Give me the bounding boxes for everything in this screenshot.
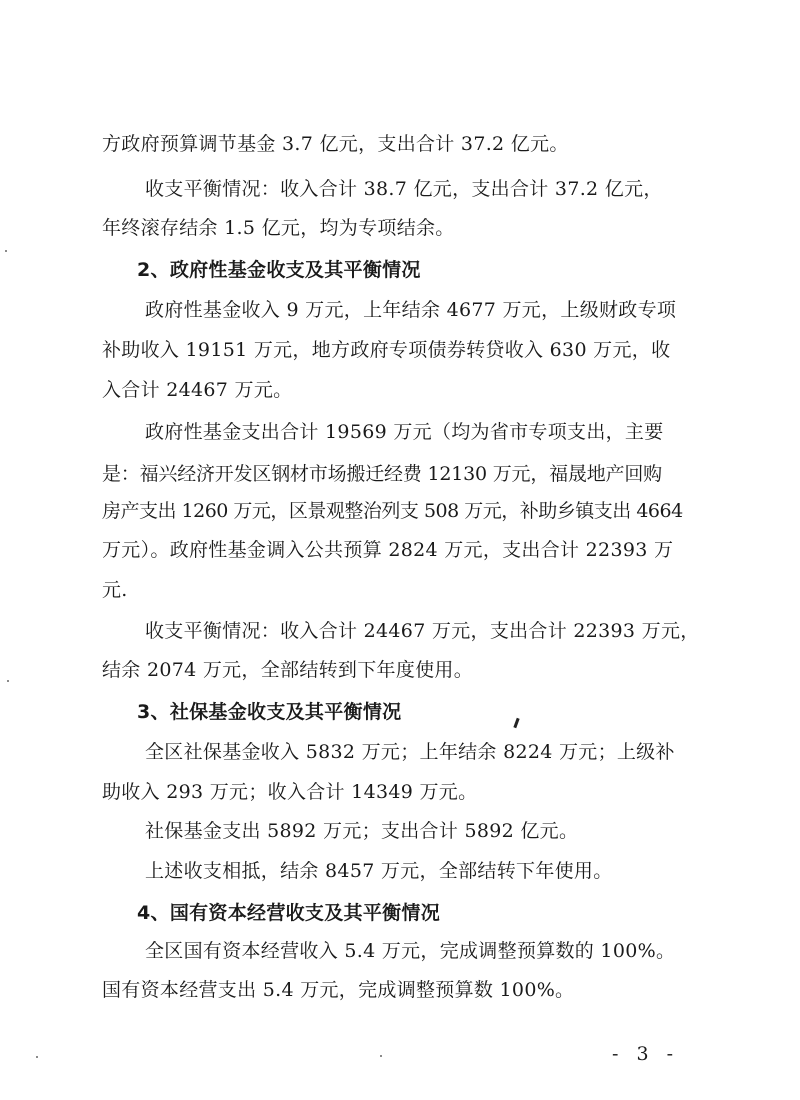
scan-speck (5, 250, 7, 252)
paragraph-line: 国有资本经营支出 5.4 万元，完成调整预算数 100%。 (102, 979, 575, 1001)
paragraph-line: 政府性基金收入 9 万元，上年结余 4677 万元，上级财政专项 (145, 299, 677, 321)
section-heading: 3、社保基金收支及其平衡情况 (137, 701, 402, 723)
paragraph-line: 全区国有资本经营收入 5.4 万元，完成调整预算数的 100%。 (145, 940, 676, 962)
paragraph-line: 收支平衡情况：收入合计 24467 万元，支出合计 22393 万元， (145, 620, 700, 642)
section-heading: 4、国有资本经营收支及其平衡情况 (137, 902, 441, 924)
paragraph-line: 社保基金支出 5892 万元；支出合计 5892 亿元。 (145, 820, 579, 842)
paragraph-line: 助收入 293 万元；收入合计 14349 万元。 (102, 781, 478, 803)
scan-speck (7, 680, 9, 682)
paragraph-line: 年终滚存结余 1.5 亿元，均为专项结余。 (102, 217, 455, 239)
scan-mark (513, 718, 519, 728)
paragraph-line: 房产支出 1260 万元，区景观整治列支 508 万元，补助乡镇支出 4664 (102, 500, 683, 522)
paragraph-line: 万元）。政府性基金调入公共预算 2824 万元，支出合计 22393 万 (102, 539, 674, 561)
paragraph-line: 结余 2074 万元，全部结转到下年度使用。 (102, 659, 474, 681)
paragraph-line: 收支平衡情况：收入合计 38.7 亿元，支出合计 37.2 亿元， (145, 178, 663, 200)
paragraph-line: 是：福兴经济开发区钢材市场搬迁经费 12130 万元，福晟地产回购 (102, 463, 662, 485)
page-number: - 3 - (612, 1043, 680, 1065)
scan-speck (36, 1056, 38, 1058)
paragraph-line: 方政府预算调节基金 3.7 亿元，支出合计 37.2 亿元。 (102, 133, 569, 155)
scan-speck (380, 1055, 382, 1057)
paragraph-line: 政府性基金支出合计 19569 万元（均为省市专项支出，主要 (145, 421, 664, 443)
paragraph-line: 全区社保基金收入 5832 万元；上年结余 8224 万元；上级补 (145, 741, 675, 763)
paragraph-line: 补助收入 19151 万元，地方政府专项债券转贷收入 630 万元，收 (102, 339, 671, 361)
paragraph-line: 元. (102, 579, 128, 601)
section-heading: 2、政府性基金收支及其平衡情况 (137, 259, 421, 281)
paragraph-line: 入合计 24467 万元。 (102, 379, 293, 401)
paragraph-line: 上述收支相抵，结余 8457 万元，全部结转下年使用。 (145, 860, 613, 882)
